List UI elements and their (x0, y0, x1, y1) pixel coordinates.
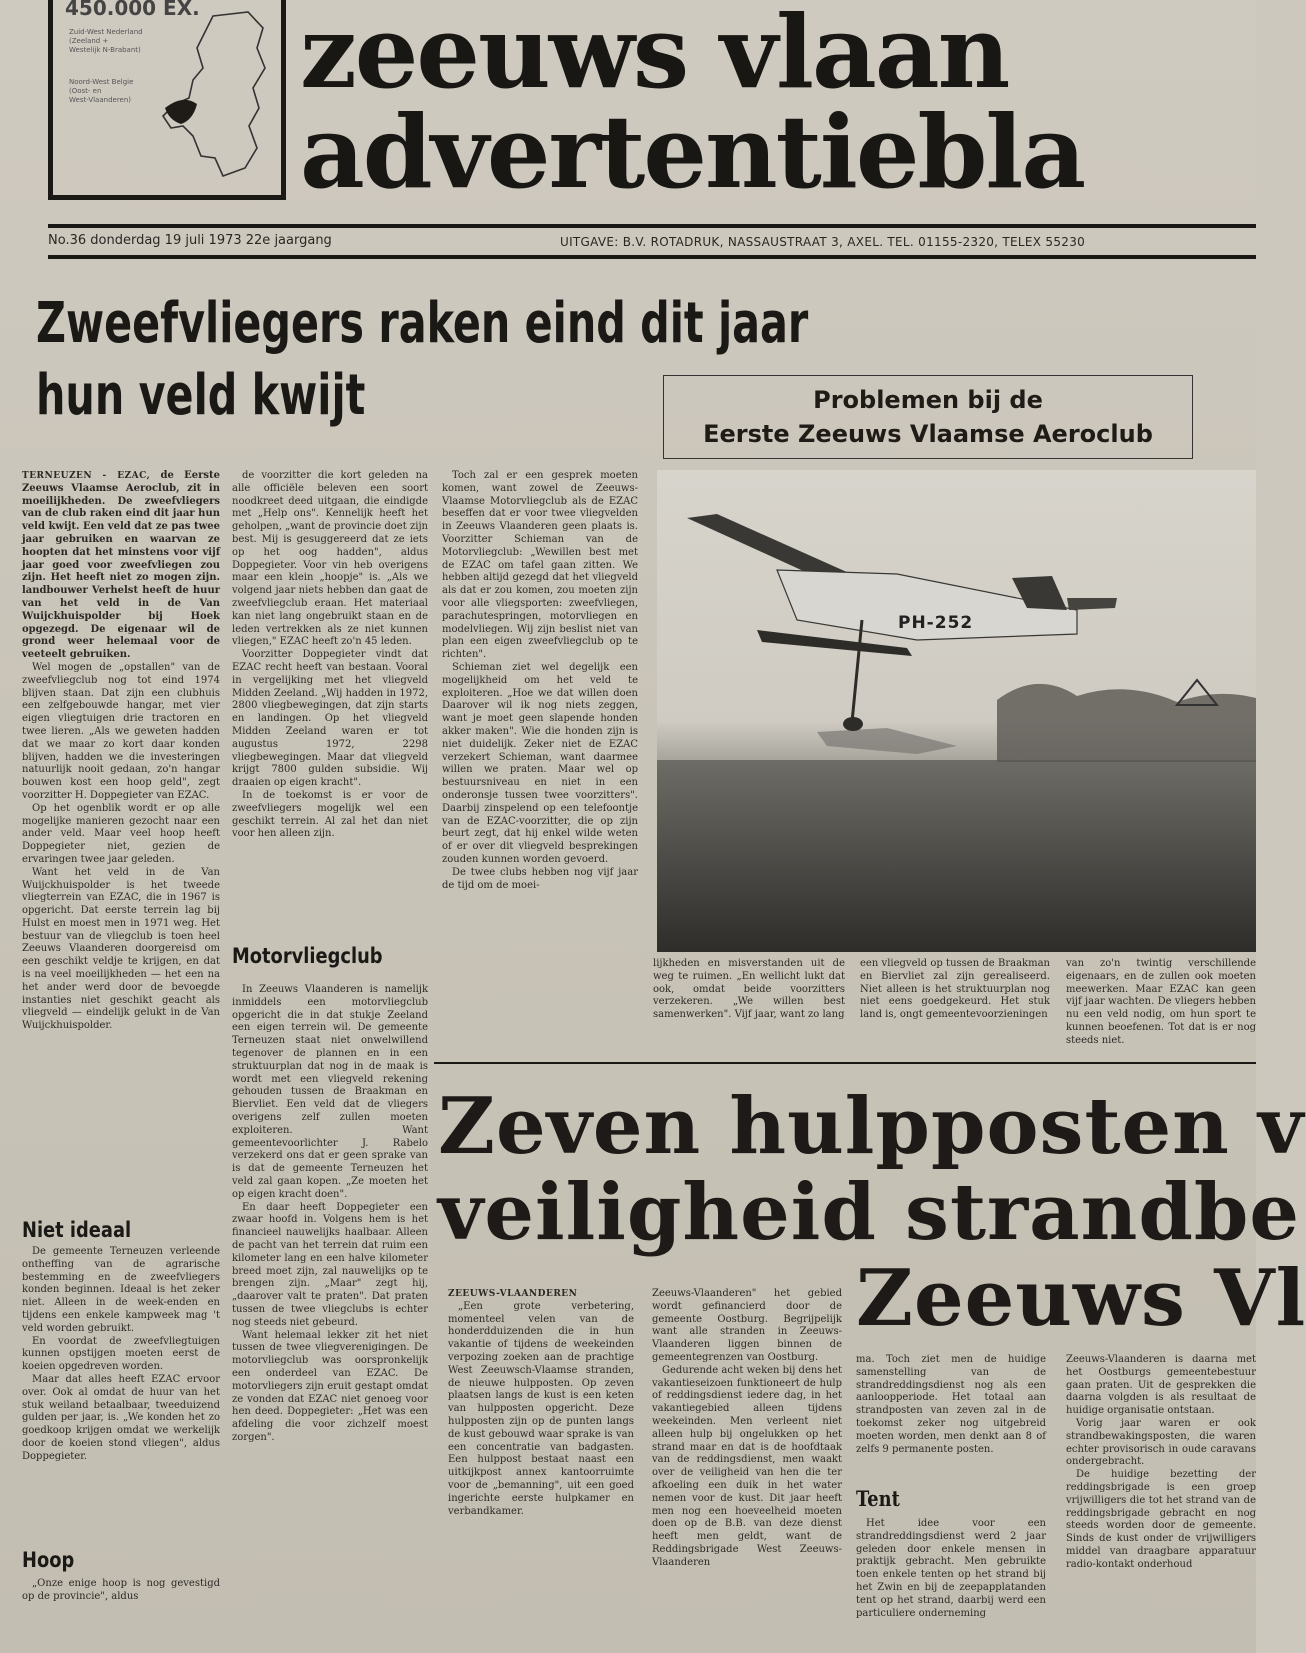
article-column-4 (653, 958, 845, 1046)
paragraph: Want het veld in de Van Wuijckhuispolder is het tweede vliegterrein van EZAC, die in 1967 is opgericht. Dat eerste terrein lag bij Hulst en moest men in 1971 weg. Het bestuur van de vliegclub is toen heel Zeeuws Vlaanderen doorgereisd om een geschikt veldje te krijgen, en dat is na veel moeilijkheden — het een na het ander werd door de bevoegde instanties niet geschikt geacht als vliegveld — eindelijk gelukt in de Van Wuijckhuispolder. (22, 866, 220, 1032)
paragraph: ma. Toch ziet men de huidige samenstelling van de strandreddingsdienst nog als een aanloopperiode. Het totaal aan strandposten van zeven zal in de toekomst zeker nog uitgebreid moeten worden, men denkt aan 8 of zelfs 9 permanente posten. (856, 1354, 1046, 1455)
article-column-2b (232, 984, 428, 1624)
paragraph: Het idee voor een strandreddingsdienst werd 2 jaar geleden door enkele mensen in praktijk gebracht. Men gebruikte toen enkele tenten op het strand bij het Zwin en bij de zeepapplatanden tent op het strand, daarbij werd een particuliere onderneming (856, 1518, 1046, 1619)
distribution-list-2 (69, 78, 133, 105)
subhead-niet-ideaal: Niet ideaal (22, 1218, 132, 1242)
netherlands-map-icon (153, 8, 283, 188)
paragraph: Voorzitter Doppegieter vindt dat EZAC recht heeft van bestaan. Vooral in vergelijking met het vliegveld Midden Zeeland. „Wij hadden in 1972, 2800 vliegbewegingen, dat zijn starts en landingen. Op het vliegveld Midden Zeeland waren er tot augustus 1972, 2298 vliegbewegingen. Maar dat vliegveld krijgt 7800 gulden subsidie. Wij draaien op eigen kracht". (232, 649, 428, 789)
paragraph: Vorig jaar waren er ook strandbewakingsposten, die waren echter provisorisch in oude caravans ondergebracht. (1066, 1417, 1256, 1468)
paragraph: Maar dat alles heeft EZAC ervoor over. Ook al omdat de huur van het stuk weiland betaalbaar, tweeduizend gulden per jaar, is. „We konden het zo goedkoop krijgen omdat we werkelijk door de koeien stond vliegen", aldus Doppegieter. (22, 1373, 220, 1462)
article-column-1b (22, 1246, 220, 1542)
distribution-line: (Zeeland + (69, 37, 109, 45)
paragraph: In de toekomst is er voor de zweefvliegers mogelijk wel een geschikt terrein. Al zal het dan niet voor hen alleen zijn. (232, 789, 428, 840)
paragraph: De huidige bezetting der reddingsbrigade is een groep vrijwilligers die tot het strand van de reddingsbrigade gebracht en nog steeds worden door de gemeente. Sinds de kust onder de vrijwilligers middel van draagbare apparatuur radio-kontakt onderhoud (1066, 1469, 1256, 1570)
article-column-1c (22, 1578, 220, 1618)
masthead-title-line1: zeeuws vlaan (300, 0, 1009, 111)
distribution-line: Zuid-West Nederland (69, 28, 143, 36)
aircraft-registration: PH-252 (898, 613, 974, 633)
paragraph: En voordat de zweefvliegtuigen kunnen opstijgen moeten eerst de koeien opgedreven worden. (22, 1335, 220, 1373)
paragraph: Want helemaal lekker zit het niet tussen de twee vliegverenigingen. De motorvliegclub was oorspronkelijk een onderdeel van EZAC. De motorvliegers zijn eruit gestapt omdat ze vonden dat EZAC niet genoeg voor hen deed. Doppegieter: „Het was een afdeling die voor zichzelf moest zorgen". (232, 1329, 428, 1443)
article-dateline: TERNEUZEN - EZAC, (22, 471, 151, 481)
distribution-line: (Oost- en (69, 87, 102, 95)
article2-column-b (652, 1288, 842, 1643)
distribution-line: Noord-West Belgie (69, 78, 134, 86)
paragraph: lijkheden en misverstanden uit de weg te ruimen. „En wellicht lukt dat ook, omdat beide voorzitters verzekeren. „We willen best samenwerken". Vijf jaar, want zo lang (653, 958, 845, 1021)
article-column-6 (1066, 958, 1256, 1058)
paragraph: „Onze enige hoop is nog gevestigd op de provincie", aldus (22, 1578, 220, 1602)
article-column-5 (860, 958, 1050, 1058)
masthead-circulation-box (48, 0, 286, 200)
article2-column-a (448, 1288, 634, 1643)
paragraph: De gemeente Terneuzen verleende ontheffing van de agrarische bestemming en de zweefvliegers konden beginnen. Ideaal is het zeker niet. Alleen in de week-enden en tijdens een enkele kampweek mag 't veld worden gebruikt. (22, 1246, 220, 1334)
subheadline-line: Problemen bij de (813, 386, 1043, 414)
article-intro: de Eerste Zeeuws Vlaamse Aeroclub, zit in moeilijkheden. De zweefvliegers van de club raken eind dit jaar hun veld kwijt. Een veld dat ze pas twee jaar gebruiken en waarvan ze hoopten dat het minstens voor vijf jaar goed voor zweefvliegen zou zijn. Het heeft niet zo mogen zijn. landbouwer Verhelst heeft de huur van het veld in de Van Wuijckhuispolder bij Hoek opgezegd. De eigenaar wil de grond weer helemaal voor de veeteelt gebruiken. (22, 470, 220, 661)
paragraph: Wel mogen de „opstallen" van de zweefvliegclub nog tot eind 1974 blijven staan. Dat zijn een clubhuis een zelfgebouwde hangar, met vier eigen vliegtuigen drie tractoren en twee lieren. „Als we geweten hadden dat we maar zo kort daar konden blijven, hadden we die investeringen natuurlijk nooit gedaan, zo'n hangar bouwen kost een hoop geld", zegt voorzitter H. Doppegieter van EZAC. (22, 661, 220, 801)
subhead-tent: Tent (856, 1486, 900, 1511)
subheadline-line: Eerste Zeeuws Vlaamse Aeroclub (703, 420, 1153, 448)
article-column-1 (22, 470, 220, 1220)
article-divider (434, 1062, 1256, 1064)
article-column-3 (442, 470, 638, 1050)
distribution-list-1 (69, 28, 143, 55)
subhead-motorvliegclub: Motorvliegclub (232, 944, 383, 968)
paragraph: Op het ogenblik wordt er op alle mogelijke manieren gezocht naar een ander veld. Maar veel hoop heeft Doppegieter niet, gezien de ervaringen twee jaar geleden. (22, 802, 220, 865)
distribution-line: West-Vlaanderen) (69, 96, 132, 104)
masthead-rule-top (48, 224, 1256, 228)
glider-photo (657, 470, 1256, 952)
paragraph: En daar heeft Doppegieter een zwaar hoofd in. Volgens hem is het financieel nauwelijks haalbaar. Alleen de pacht van het terrein dat ruim een kilometer lang en een halve kilometer breed moet zijn, zal nauwelijks op te brengen zijn. „Maar" zegt hij, „daarover valt te praten". Dat praten tussen de twee vliegclubs is echter nog steeds niet gebeurd. (232, 1201, 428, 1328)
headline-line: hun veld kwijt (36, 363, 366, 428)
article2-dateline: ZEEUWS-VLAANDEREN (448, 1289, 578, 1299)
masthead-title-line2: advertentiebla (300, 93, 1085, 211)
paragraph: van zo'n twintig verschillende eigenaars, en de zullen ook moeten meewerken. Maar EZAC kan geen vijf jaar wachten. De vliegers hebben nu een veld nodig, om hun sport te kunnen beoefenen. Tot dat is er nog steeds niet. (1066, 958, 1256, 1046)
paragraph: de voorzitter die kort geleden na alle officiële beleven een soort noodkreet deed uitgaan, die eindigde met „Help ons". Kennelijk heeft het geholpen, „want de provincie doet zijn best. Mij is gesuggereerd dat ze iets op het oog hadden", aldus Doppegieter. Voor vin heb overigens maar een klein „hoopje" is. „Als we volgend jaar niets hebben dan gaat de zweefvliegclub eraan. Het materiaal kan niet lang ongebruikt staan en de leden vertrekken als ze niet kunnen vliegen," EZAC heeft zo'n 45 leden. (232, 470, 428, 648)
article2-column-c (856, 1354, 1046, 1474)
article2-column-d (1066, 1354, 1256, 1643)
paragraph: een vliegveld op tussen de Braakman en Biervliet zal zijn gerealiseerd. Niet alleen is het struktuurplan nog niet eens goedgekeurd. Het stuk land is, ongt gemeentevoorzieningen (860, 958, 1050, 1021)
paragraph: Gedurende acht weken bij dens het vakantieseizoen funktioneert de hulp of reddingsdienst iedere dag, in het vakantiegebied alleen tijdens weekeinden. Men verleent niet alleen hulp bij ongelukken op het strand maar en dat is de hoofdtaak van de reddingsdienst, men waakt over de veiligheid van hen die ter afkoeling een duik in het water nemen voor de kust. Dit jaar heeft men nog een hoeveelheid moeten doen op de B.B. van deze dienst heeft men geldt, want de Reddingsbrigade West Zeeuws-Vlaanderen (652, 1364, 842, 1568)
paragraph: „Een grote verbetering, momenteel velen van de honderdduizenden die in hun vakantie of tijdens de weekeinden verpozing zoeken aan de prachtige West Zeeuwsch-Vlaamse stranden, de nieuwe hulpposten. Op zeven plaatsen langs de kust is een keten van hulpposten opgericht. Deze hulpposten zijn op de punten langs de kust gebouwd waar sprake is van een concentratie van badgasten. Een hulppost bestaat naast een uitkijkpost annex kantoorruimte voor de „bemanning", uit een goed ingerichte eerste hulpkamer en verbandkamer. (448, 1300, 634, 1517)
paragraph: Zeeuws-Vlaanderen" het gebied wordt gefinancierd door de gemeente Oostburg. Begrijpelijk want alle stranden in Zeeuws-Vlaanderen liggen binnen de gemeentegrenzen van Oostburg. (652, 1288, 842, 1363)
publisher-info: UITGAVE: B.V. ROTADRUK, NASSAUSTRAAT 3, AXEL. TEL. 01155-2320, TELEX 55230 (560, 235, 1086, 249)
article-column-2 (232, 470, 428, 938)
article2-column-c2 (856, 1518, 1046, 1643)
paragraph: In Zeeuws Vlaanderen is namelijk inmiddels een motorvliegclub opgericht die in dat stukje Zeeland een eigen terrein wil. De gemeente Terneuzen staat niet onwelwillend tegenover de plannen en in een struktuurplan dat nog in de maak is wordt met een vliegveld rekening gehouden tussen de Braakman en Biervliet. Een veld dat de vliegers overigens zelf zullen moeten exploiteren. Want gemeentevoorlichter J. Rabelo verzekerd ons dat er geen sprake van is dat de gemeente Terneuzen het veld zal gaan kopen. „Ze moeten het op eigen kracht doen". (232, 984, 428, 1200)
distribution-line: Westelijk N-Brabant) (69, 46, 141, 54)
issue-dateline: No.36 donderdag 19 juli 1973 22e jaargang (48, 233, 332, 248)
paragraph: Schieman ziet wel degelijk een mogelijkheid om het veld te exploiteren. „Hoe we dat willen doen Daarover wil ik nog niets zeggen, want je moet geen slapende honden akker maken". Wie die honden zijn is niet duidelijk. Zeker niet de EZAC verzekert Schieman, want daarmee willen we praten. Maar wel op bestuursniveau en niet in een onderonsje tussen twee voorzitters". Daarbij zinspelend op een telefoontje van de EZAC-voorzitter, die op zijn beurt zegt, dat hij enkel wilde weten of er over dit vliegveld besprekingen zouden kunnen worden gevoerd. (442, 661, 638, 865)
headline-line: Zweefvliegers raken eind dit jaar (36, 291, 809, 356)
subhead-hoop: Hoop (22, 1548, 75, 1572)
article2-headline-line1: Zeven hulpposten v (438, 1081, 1305, 1172)
paragraph: De twee clubs hebben nog vijf jaar de tijd om de moei- (442, 866, 638, 891)
paragraph: Toch zal er een gesprek moeten komen, want zowel de Zeeuws-Vlaamse Motorvliegclub als de EZAC beseffen dat er voor twee vliegvelden in Zeeuws Vlaanderen geen plaats is. Voorzitter Schieman van de Motorvliegclub: „Wewillen best met de EZAC om tafel gaan zitten. We hebben altijd gezegd dat het vliegveld als dat er zou komen, zou moeten zijn voor alle vliegsporten: zweefvliegen, parachutespringen, motorvliegen en modelvliegen. Wij zijn beslist niet van plan een eigen zweefvliegclub op te richten". (442, 470, 638, 661)
article-subheadline-box (663, 375, 1193, 459)
paragraph: Zeeuws-Vlaanderen is daarna met het Oostburgs gemeentebestuur gaan praten. Uit de gesprekken die daarna volgden is als resultaat de huidige organisatie ontstaan. (1066, 1354, 1256, 1417)
circulation-label: 450.000 EX. (65, 0, 200, 20)
article2-headline-line3: Zeeuws Vl (856, 1253, 1306, 1344)
masthead-rule-bottom (48, 255, 1256, 259)
glider-photo-image (657, 470, 1256, 952)
article2-headline-line2: veiligheid strandbe (438, 1167, 1301, 1258)
